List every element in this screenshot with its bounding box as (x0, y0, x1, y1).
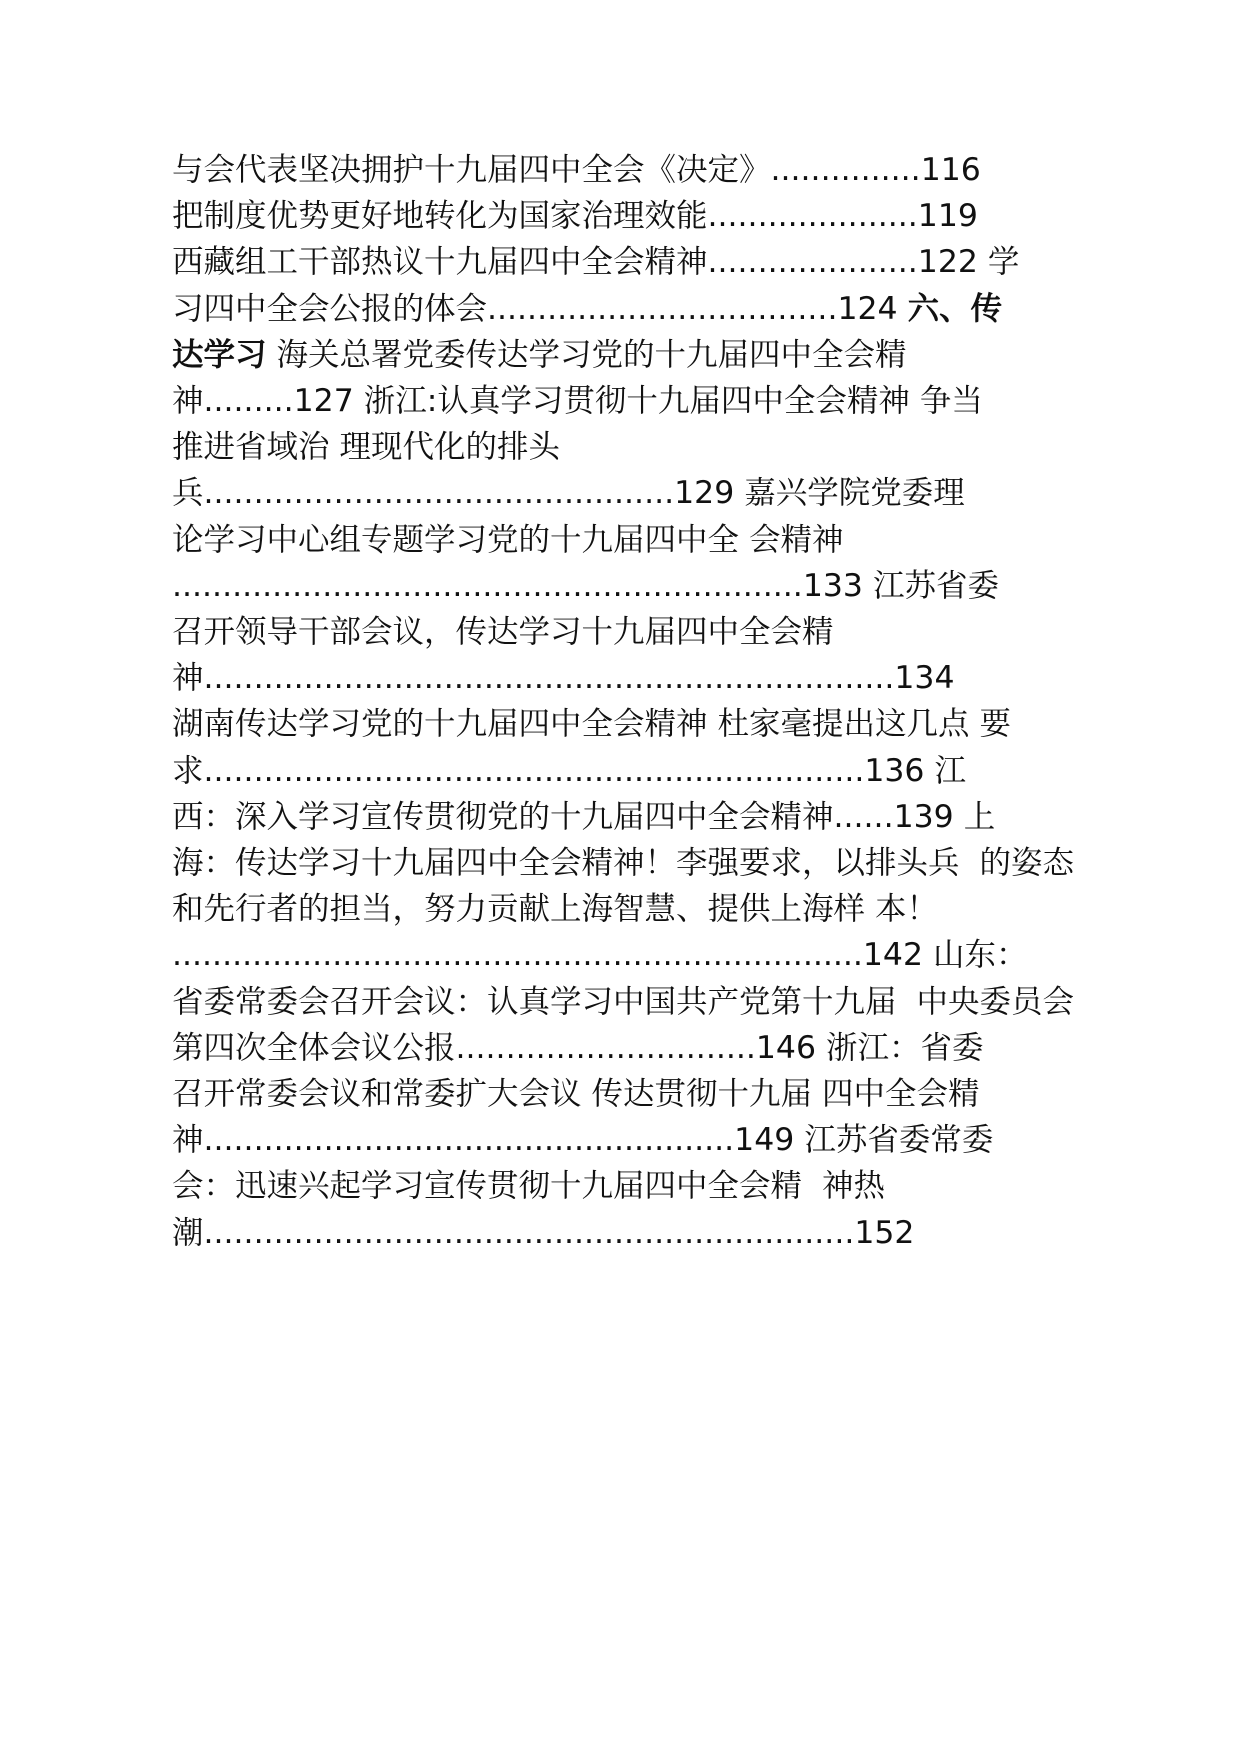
toc-line (172, 520, 844, 560)
toc-line (172, 1074, 980, 1114)
toc-line (172, 982, 1074, 1022)
toc-entry-text: 第四次全体会议公报..............................146 浙江：省委 (172, 1029, 984, 1066)
toc-entry-text: 论学习中心组专题学习党的十九届四中全 会精神 (172, 521, 844, 558)
toc-entry-text: 推进省域治 理现代化的排头 (172, 429, 561, 466)
toc-entry-text: 海：传达学习十九届四中全会精神！李强要求，以排头兵 的姿态 (172, 845, 1075, 881)
toc-line (172, 381, 983, 421)
toc-entry-text: 会：迅速兴起学习宣传贯彻十九届四中全会精 神热 (172, 1168, 886, 1205)
toc-line (172, 566, 999, 606)
toc-entry-text: 与会代表坚决拥护十九届四中全会《决定》...............116 (172, 152, 981, 188)
toc-section-heading: 六、传 (907, 290, 1003, 327)
toc-line (172, 427, 560, 467)
toc-line (172, 1166, 885, 1206)
toc-entry-text: 把制度优势更好地转化为国家治理效能.....................119 (172, 198, 978, 235)
toc-section-heading: 达学习 (172, 336, 267, 373)
toc-entry-text: 西藏组工干部热议十九届四中全会精神.....................122 学 (172, 244, 1020, 281)
toc-entry-text: 召开领导干部会议，传达学习十九届四中全会精 (172, 614, 834, 650)
toc-entry-text: 海关总署党委传达学习党的十九届四中全会精 (266, 336, 907, 373)
toc-line (172, 658, 955, 698)
toc-entry-text: 习四中全会公报的体会...................................124 (172, 290, 908, 327)
toc-entry-text: 潮.................................................................152 (172, 1214, 915, 1251)
toc-entry-text: 神.....................................................................134 (172, 660, 955, 697)
toc-entry-text: 兵...............................................129 嘉兴学院党委理 (172, 475, 965, 512)
toc-line (172, 843, 1074, 883)
toc-entry-text: 召开常委会议和常委扩大会议 传达贯彻十九届 四中全会精 (172, 1076, 980, 1112)
toc-line (172, 150, 981, 190)
toc-entry-text: 湖南传达学习党的十九届四中全会精神 杜家毫提出这几点 要 (172, 706, 1012, 743)
toc-line (172, 612, 834, 652)
toc-line (172, 797, 995, 837)
toc-line (172, 1028, 984, 1068)
toc-line (172, 1120, 993, 1160)
toc-line (172, 889, 938, 929)
toc-line (172, 704, 1011, 744)
toc-entry-text: 神.....................................................149 江苏省委常委 (172, 1122, 994, 1159)
toc-entry-text: 西：深入学习宣传贯彻党的十九届四中全会精神......139 上 (172, 798, 996, 835)
toc-entry-text: 神.........127 浙江:认真学习贯彻十九届四中全会精神 争当 (172, 383, 983, 419)
toc-line (172, 473, 965, 513)
toc-entry-text: 求..................................................................136 江 (172, 752, 966, 789)
toc-line (172, 935, 1028, 975)
toc-line (172, 196, 978, 236)
toc-entry-text: 省委常委会召开会议：认真学习中国共产党第十九届 中央委员会 (172, 983, 1075, 1020)
toc-entry-text: 和先行者的担当，努力贡献上海智慧、提供上海样 本！ (172, 891, 939, 928)
toc-line (172, 335, 907, 375)
toc-line (172, 242, 1019, 282)
toc-entry-text: .....................................................................142 山东： (172, 937, 1028, 974)
toc-line (172, 1213, 914, 1253)
toc-entry-text: ...............................................................133 江苏省委 (172, 567, 999, 604)
toc-line (172, 751, 966, 791)
toc-line (172, 289, 1002, 329)
